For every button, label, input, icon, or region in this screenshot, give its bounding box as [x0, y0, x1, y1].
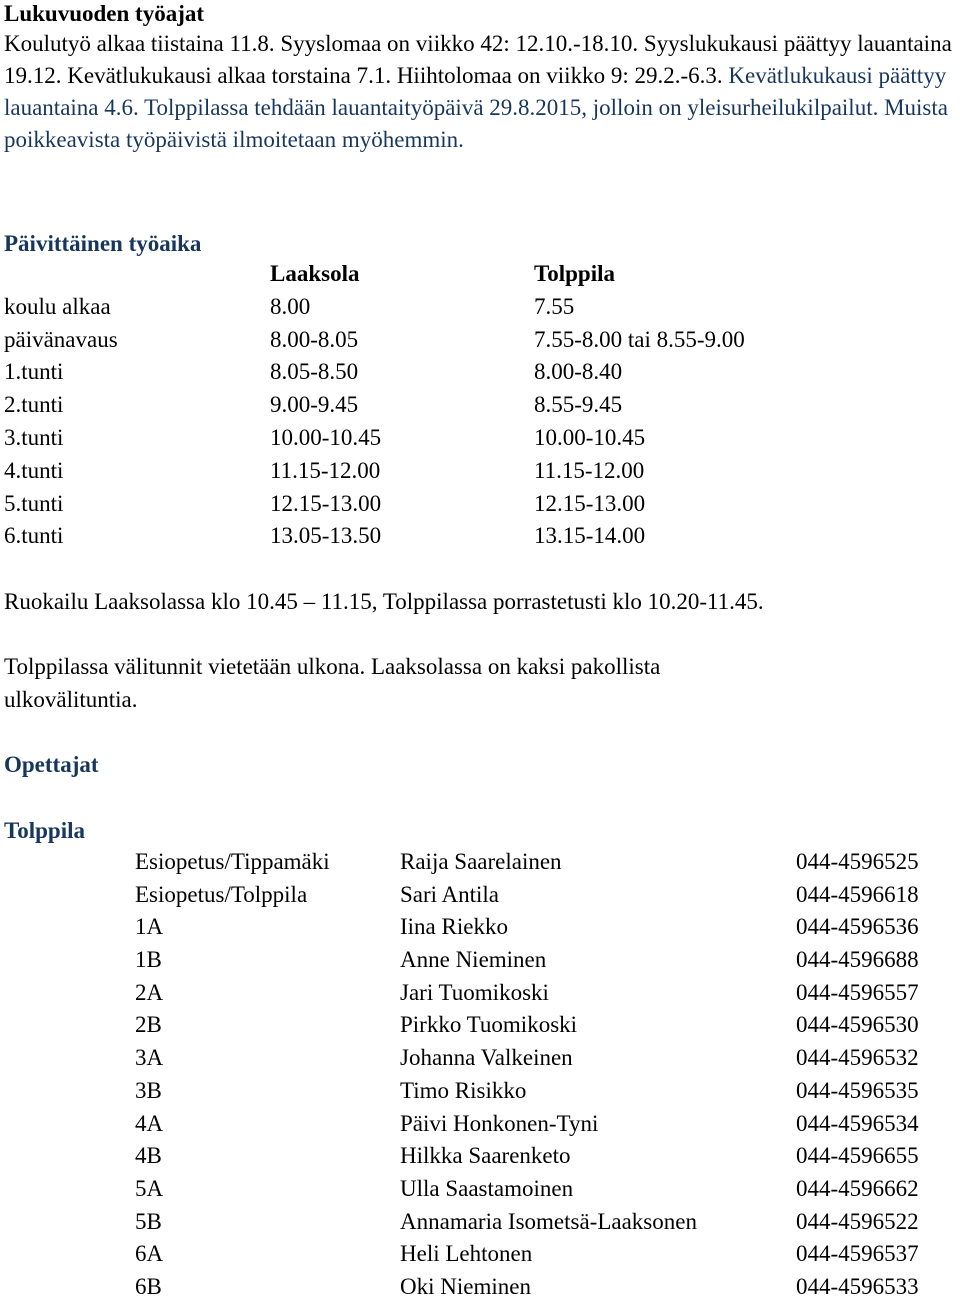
teacher-row	[4, 846, 956, 879]
laaksola-time: 13.05-13.50	[270, 523, 382, 549]
intro-accent-text: Kevätlukukausi päättyy lauantaina 4.6. Tolppilassa tehdään lauantaityöpäivä 29.8.2015, jolloin on yleisurheilukilpailut. Muista poikkeavista työpäivistä ilmoitetaan myöhemmin.	[4, 63, 948, 152]
schedule-header-row	[4, 258, 956, 291]
teacher-class: 6B	[135, 1273, 162, 1299]
schedule-table	[4, 258, 956, 553]
page-title: Lukuvuoden työajat	[4, 1, 205, 26]
teacher-phone: 044-4596532	[796, 1045, 919, 1071]
teacher-class: 1A	[135, 914, 164, 940]
teacher-name: Heli Lehtonen	[400, 1241, 533, 1267]
schedule-row	[4, 520, 956, 553]
teacher-class: 4A	[135, 1110, 164, 1136]
teacher-class: 6A	[135, 1241, 164, 1267]
tolppila-time: 10.00-10.45	[534, 424, 646, 450]
teacher-row	[4, 1271, 956, 1304]
teacher-name: Anne Nieminen	[400, 947, 547, 973]
teacher-name: Johanna Valkeinen	[400, 1045, 573, 1071]
teacher-row	[4, 911, 956, 944]
schedule-label: päivänavaus	[4, 326, 118, 352]
tolppila-time: 8.55-9.45	[534, 392, 623, 418]
schedule-row	[4, 356, 956, 389]
teacher-class: 5A	[135, 1175, 164, 1201]
teacher-name: Annamaria Isometsä-Laaksonen	[400, 1208, 697, 1234]
teacher-class: Esiopetus/Tippamäki	[135, 849, 330, 874]
schedule-row	[4, 291, 956, 324]
laaksola-time: 10.00-10.45	[270, 424, 382, 450]
tolppila-time: 12.15-13.00	[534, 490, 646, 516]
teacher-phone: 044-4596522	[796, 1208, 919, 1234]
teacher-name: Hilkka Saarenketo	[400, 1143, 571, 1169]
teacher-phone: 044-4596537	[796, 1241, 919, 1267]
teacher-name: Pirkko Tuomikoski	[400, 1012, 578, 1038]
teacher-phone: 044-4596525	[796, 849, 919, 874]
teacher-name: Oki Nieminen	[400, 1273, 531, 1299]
lunch-text: Ruokailu Laaksolassa klo 10.45 – 11.15, Tolppilassa porrastetusti klo 10.20-11.45.	[4, 589, 764, 614]
teacher-class: 2B	[135, 1012, 162, 1038]
teacher-name: Päivi Honkonen-Tyni	[400, 1110, 599, 1136]
teacher-class: 2A	[135, 979, 164, 1005]
teacher-name: Iina Riekko	[400, 914, 508, 940]
intro-text: Koulutyö alkaa tiistaina 11.8. Syyslomaa on viikko 42: 12.10.-18.10. Syyslukukausi päättyy lauantaina 19.12. Kevätlukukausi alkaa torstaina 7.1. Hiihtolomaa on viikko 9: 29.2.-6.3.	[4, 31, 952, 88]
column-header-tolppila: Tolppila	[534, 261, 615, 286]
teacher-phone: 044-4596618	[796, 881, 919, 907]
teacher-row	[4, 1140, 956, 1173]
schedule-row	[4, 389, 956, 422]
schedule-label: 4.tunti	[4, 457, 64, 483]
teacher-row	[4, 1108, 956, 1141]
teacher-row	[4, 1206, 956, 1239]
teacher-phone: 044-4596662	[796, 1175, 919, 1201]
tolppila-time: 7.55-8.00 tai 8.55-9.00	[534, 326, 745, 352]
teacher-name: Timo Risikko	[400, 1077, 527, 1103]
break-text-line-1: Tolppilassa välitunnit vietetään ulkona. Laaksolassa on kaksi pakollista	[4, 654, 661, 679]
teacher-row	[4, 879, 956, 912]
teacher-row	[4, 1042, 956, 1075]
schedule-label: 1.tunti	[4, 359, 64, 385]
teacher-phone: 044-4596533	[796, 1273, 919, 1299]
laaksola-time: 8.05-8.50	[270, 359, 359, 385]
teacher-name: Sari Antila	[400, 881, 500, 907]
teachers-table	[4, 846, 956, 1304]
laaksola-time: 8.00	[270, 293, 311, 319]
daily-hours-title: Päivittäinen työaika	[4, 231, 202, 256]
break-text-line-2: ulkovälituntia.	[4, 687, 138, 712]
schedule-label: 3.tunti	[4, 424, 64, 450]
tolppila-time: 8.00-8.40	[534, 359, 623, 385]
teacher-class: 1B	[135, 947, 162, 973]
teacher-name: Jari Tuomikoski	[400, 979, 549, 1005]
teacher-class: 3B	[135, 1077, 162, 1103]
teacher-row	[4, 1238, 956, 1271]
schedule-row	[4, 324, 956, 357]
teacher-class: Esiopetus/Tolppila	[135, 881, 308, 907]
teacher-phone: 044-4596530	[796, 1012, 919, 1038]
school-title: Tolppila	[4, 818, 85, 843]
laaksola-time: 12.15-13.00	[270, 490, 382, 516]
teacher-name: Ulla Saastamoinen	[400, 1175, 574, 1201]
teacher-row	[4, 977, 956, 1010]
laaksola-time: 9.00-9.45	[270, 392, 359, 418]
teacher-row	[4, 1075, 956, 1108]
teacher-row	[4, 1009, 956, 1042]
teacher-class: 5B	[135, 1208, 162, 1234]
teacher-row	[4, 1173, 956, 1206]
schedule-label: koulu alkaa	[4, 293, 111, 319]
schedule-label: 5.tunti	[4, 490, 64, 516]
teacher-class: 3A	[135, 1045, 164, 1071]
teacher-class: 4B	[135, 1143, 162, 1169]
schedule-row	[4, 422, 956, 455]
tolppila-time: 7.55	[534, 293, 575, 319]
schedule-row	[4, 455, 956, 488]
teacher-phone: 044-4596655	[796, 1143, 919, 1169]
tolppila-time: 11.15-12.00	[534, 457, 645, 483]
schedule-label: 6.tunti	[4, 523, 64, 549]
teacher-phone: 044-4596535	[796, 1077, 919, 1103]
schedule-label: 2.tunti	[4, 392, 64, 418]
laaksola-time: 8.00-8.05	[270, 326, 359, 352]
laaksola-time: 11.15-12.00	[270, 457, 381, 483]
teacher-row	[4, 944, 956, 977]
teacher-phone: 044-4596688	[796, 947, 919, 973]
schedule-row	[4, 488, 956, 521]
teacher-name: Raija Saarelainen	[400, 849, 562, 874]
column-header-laaksola: Laaksola	[270, 261, 360, 286]
teacher-phone: 044-4596534	[796, 1110, 919, 1136]
intro-paragraph	[4, 28, 956, 156]
teachers-title: Opettajat	[4, 752, 99, 777]
teacher-phone: 044-4596557	[796, 979, 919, 1005]
tolppila-time: 13.15-14.00	[534, 523, 646, 549]
teacher-phone: 044-4596536	[796, 914, 919, 940]
